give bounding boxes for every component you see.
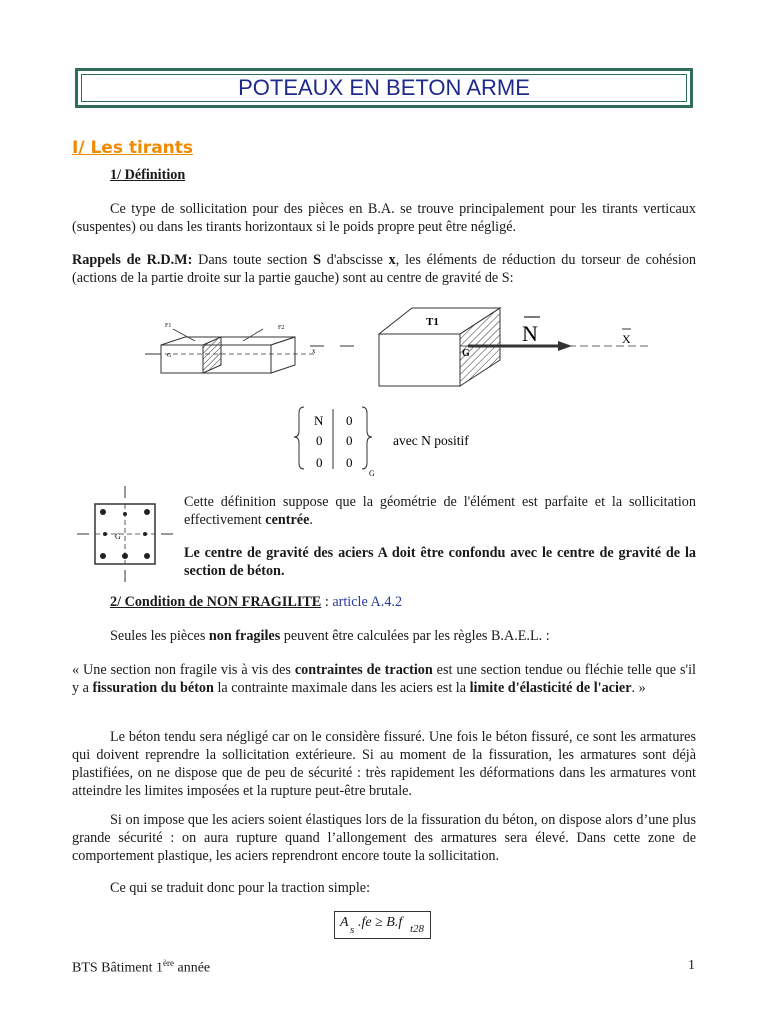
section-heading-tirants: I/ Les tirants	[72, 138, 194, 158]
formula-box	[334, 911, 431, 939]
quote-f: limite d'élasticité de l'acier	[469, 680, 632, 696]
torseur-cell-5: 0	[316, 455, 323, 470]
rdm-S: S	[313, 252, 321, 268]
geometry-note-bold: centrée	[265, 512, 310, 528]
non-fragile-a: Seules les pièces	[110, 628, 209, 644]
torseur-matrix	[290, 403, 510, 478]
footer-left	[72, 958, 210, 977]
quote-a: « Une section non fragile vis à vis des	[72, 662, 295, 678]
f1-label: F1	[165, 323, 172, 329]
paragraph-definition: Ce type de sollicitation pour des pièces en B.A. se trouve principalement pour les tirants verticaux (suspentes) ou dans les tirants horizontaux si le poids propre peut être négligé.	[72, 201, 696, 235]
quote-d: fissuration du béton	[92, 680, 214, 696]
footer-sup: ère	[163, 958, 174, 968]
formula-t28: t28	[410, 923, 425, 935]
rdm-label: Rappels de R.D.M:	[72, 252, 193, 268]
page-number: 1	[688, 958, 695, 973]
formula-A: A	[340, 915, 349, 930]
quote-c: est une section tendue ou fléchie telle que s'il y a	[72, 662, 696, 696]
formula-s: s	[350, 924, 355, 936]
torseur-subscript: G	[369, 469, 375, 478]
x-label: X	[622, 332, 631, 346]
f2-label: F2	[278, 325, 285, 331]
torseur-cell-6: 0	[346, 455, 353, 470]
block-diagram	[310, 298, 650, 398]
title-frame	[75, 68, 693, 108]
x-small-label: x	[312, 347, 316, 355]
torseur-cell-4: 0	[346, 433, 353, 448]
formula-mid: .fe ≥ B.f	[358, 915, 403, 930]
paragraph-gravity-center: Le centre de gravité des aciers A doit être confondu avec le centre de gravité de la section de béton.	[184, 545, 696, 579]
rdm-text-2: d'abscisse	[320, 252, 389, 268]
paragraph-beton-tendu: Le béton tendu sera négligé car on le considère fissuré. Une fois le béton fissuré, ce sont les armatures qui doivent reprendre la sollicitation extérieure. Si au moment de la fissuration, les armatures sont déjà plastifiées, on ne dispose que de peu de sécurité : très rapidement les déformations dans les armatures vont atteindre les limites imposées et la rupture peut-être brutale.	[72, 729, 696, 799]
article-link[interactable]: article A.4.2	[332, 594, 403, 610]
t1-label: T1	[426, 316, 439, 328]
torseur-cell-2: 0	[346, 413, 353, 428]
page-title: POTEAUX EN BETON ARME	[81, 74, 687, 102]
rdm-text-1: Dans toute section	[192, 252, 314, 268]
torseur-cell-1: N	[314, 413, 324, 428]
subheading-colon: :	[321, 594, 333, 610]
paragraph-aciers-elastiques: Si on impose que les aciers soient élastiques lors de la fissuration du béton, on dispose alors d’une plus grande sécurité : on aura rupture quand l’allongement des armatures sera élevé. Dans cette zone de comportement plastique, les aciers reprendront encore toute la sollicitation.	[72, 812, 696, 864]
quote-b: contraintes de traction	[294, 662, 433, 678]
rdm-x: x	[388, 252, 396, 268]
paragraph-traction-simple: Ce qui se traduit donc pour la traction simple:	[110, 880, 371, 896]
paragraph-geometry-note	[184, 493, 696, 529]
non-fragile-c: peuvent être calculées par les règles B.A.E.L. :	[280, 628, 550, 644]
section-g-label: G	[115, 532, 121, 541]
footer-left-b: année	[174, 960, 211, 976]
paragraph-rdm	[72, 251, 696, 287]
subheading-non-fragilite-line	[110, 594, 402, 611]
g-small-label: G	[167, 353, 172, 359]
subheading-non-fragilite: 2/ Condition de NON FRAGILITE	[110, 594, 322, 610]
torseur-note: avec N positif	[393, 433, 469, 448]
quote-g: . »	[631, 680, 646, 696]
geometry-note-a: Cette définition suppose que la géométrie de l'élément est parfaite et la sollicitation effectivement	[184, 494, 696, 528]
g-label: G	[462, 348, 470, 359]
torseur-cell-3: 0	[316, 433, 323, 448]
paragraph-quote	[72, 661, 696, 697]
quote-e: la contrainte maximale dans les aciers est la	[213, 680, 470, 696]
geometry-note-c: .	[309, 512, 313, 528]
non-fragile-bold: non fragiles	[208, 628, 281, 644]
rdm-text-3: , les éléments de réduction du torseur de cohésion (actions de la partie droite sur la partie gauche) sont au centre de gravité de S:	[72, 252, 697, 286]
footer-left-a: BTS Bâtiment 1	[72, 960, 163, 976]
section-square-diagram	[75, 484, 175, 584]
paragraph-non-fragile	[110, 627, 550, 645]
n-label: N	[522, 321, 538, 346]
subheading-definition: 1/ Définition	[110, 167, 186, 183]
